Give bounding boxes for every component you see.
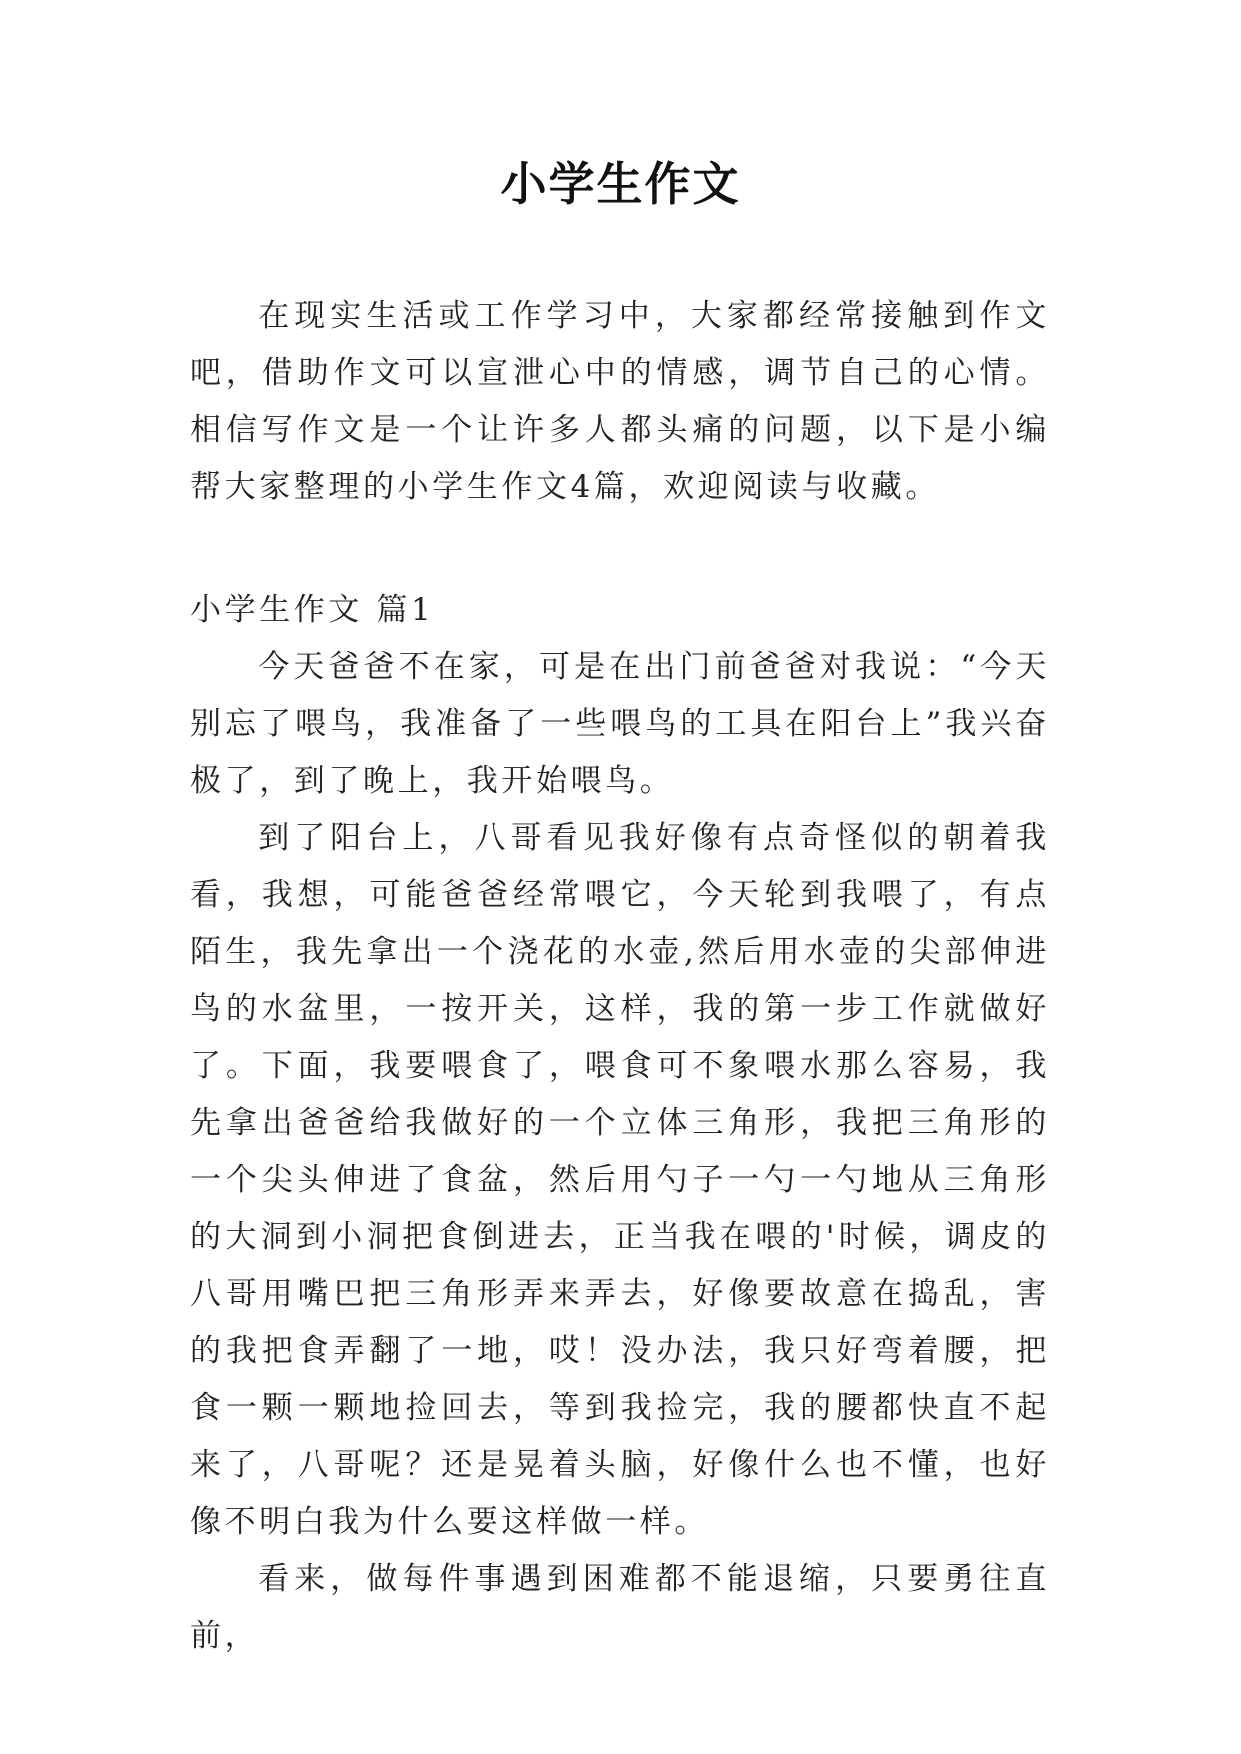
intro-block xyxy=(190,288,1050,516)
essay-paragraph: 看来，做每件事遇到困难都不能退缩，只要勇往直前， xyxy=(190,1561,1050,1654)
document-title: 小学生作文 xyxy=(500,157,741,211)
intro-paragraph: 在现实生活或工作学习中，大家都经常接触到作文吧，借助作文可以宣泄心中的情感，调节自己的心情。相信写作文是一个让许多人都头痛的问题，以下是小编帮大家整理的小学生作文4篇，欢迎阅读与收藏。 xyxy=(190,298,1050,505)
essay-paragraph: 今天爸爸不在家，可是在出门前爸爸对我说：“今天别忘了喂鸟，我准备了一些喂鸟的工具在阳台上”我兴奋极了，到了晚上，我开始喂鸟。 xyxy=(190,649,1050,799)
essay-section-1 xyxy=(190,582,1050,1665)
essay-paragraph: 到了阳台上，八哥看见我好像有点奇怪似的朝着我看，我想，可能爸爸经常喂它，今天轮到我喂了，有点陌生，我先拿出一个浇花的水壶,然后用水壶的尖部伸进鸟的水盆里，一按开关，这样，我的第一步工作就做好了。下面，我要喂食了，喂食可不象喂水那么容易，我先拿出爸爸给我做好的一个立体三角形，我把三角形的一个尖头伸进了食盆，然后用勺子一勺一勺地从三角形的大洞到小洞把食倒进去，正当我在喂的'时候，调皮的八哥用嘴巴把三角形弄来弄去，好像要故意在捣乱，害的我把食弄翻了一地，哎！没办法，我只好弯着腰，把食一颗一颗地捡回去，等到我捡完，我的腰都快直不起来了，八哥呢？还是晃着头脑，好像什么也不懂，也好像不明白我为什么要这样做一样。 xyxy=(190,820,1050,1540)
section-heading: 小学生作文 篇1 xyxy=(190,592,435,628)
